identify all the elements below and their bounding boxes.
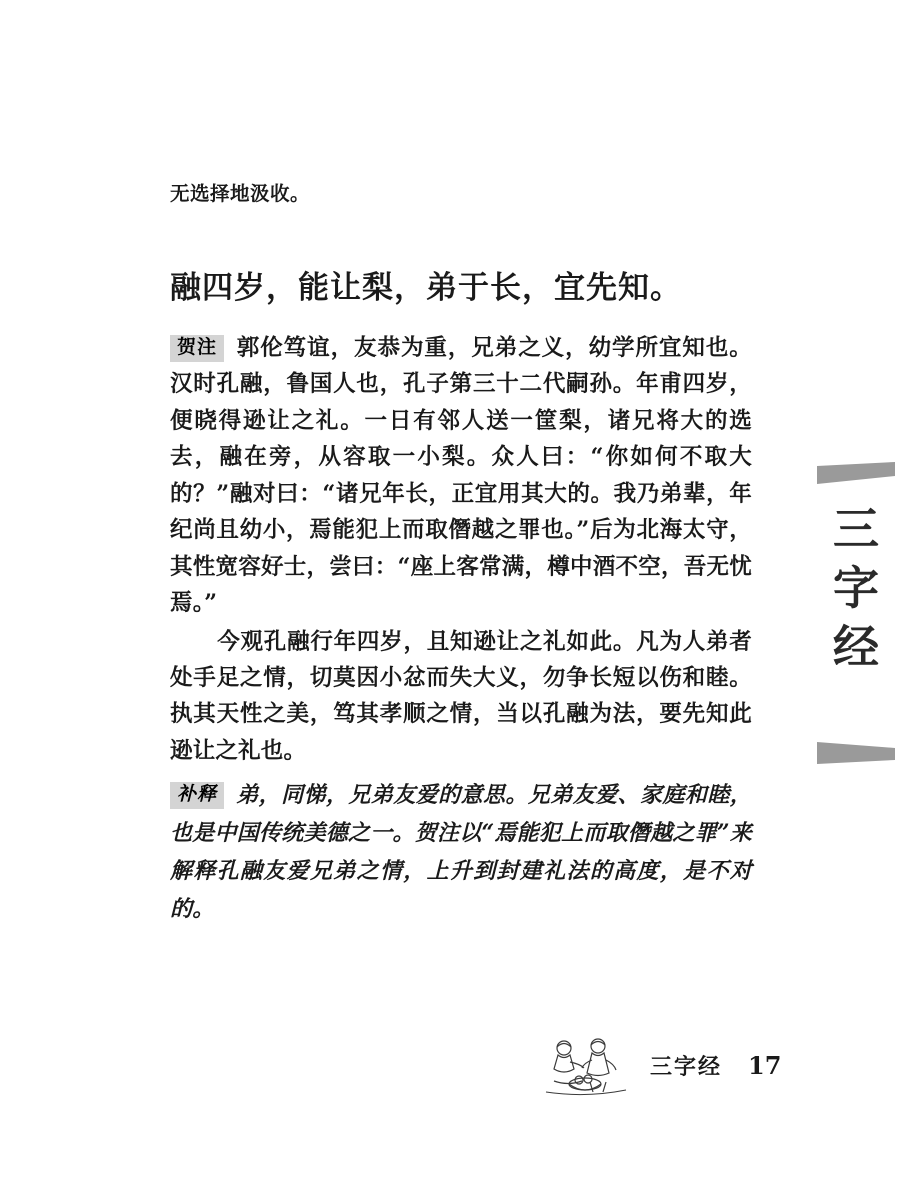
continuation-paragraph: 无选择地汲收。 xyxy=(170,182,311,205)
annotation-paragraph-1 xyxy=(170,330,752,622)
supplement-text: 弟，同悌，兄弟友爱的意思。兄弟友爱、家庭和睦，也是中国传统美德之一。贺注以“焉能犯上而取僭越之罪”来解释孔融友爱兄弟之情，上升到封建礼法的高度，是不对的。 xyxy=(170,782,752,922)
annotation-tag-hezhu: 贺注 xyxy=(170,335,224,362)
verse-heading: 融四岁，能让梨，弟于长，宜先知。 xyxy=(170,270,682,306)
children-illustration-icon xyxy=(540,1034,632,1096)
annotation-tag-bushi: 补释 xyxy=(170,782,224,809)
annotation-text-1: 郭伦笃谊，友恭为重，兄弟之义，幼学所宜知也。汉时孔融，鲁国人也，孔子第三十二代嗣孙。年甫四岁，便晓得逊让之礼。一日有邻人送一筐梨，诸兄将大的选去，融在旁，从容取一小梨。众人曰：“你如何不取大的？”融对曰：“诸兄年长，正宜用其大的。我乃弟辈，年纪尚且幼小，焉能犯上而取僭越之罪也。”后为北海太守，其性宽容好士，尝曰：“座上客常满，樽中酒不空，吾无忧焉。” xyxy=(170,335,752,617)
side-ornament-bottom-icon xyxy=(817,742,895,764)
vertical-title-char-1: 三 xyxy=(833,502,879,556)
supplement-paragraph xyxy=(170,777,752,928)
annotation-paragraph-2: 今观孔融行年四岁，且知逊让之礼如此。凡为人弟者处手足之情，切莫因小忿而失大义，勿争长短以伤和睦。执其天性之美，笃其孝顺之情，当以孔融为法，要先知此逊让之礼也。 xyxy=(170,628,752,764)
page-footer xyxy=(540,1030,860,1100)
vertical-title-char-2: 字 xyxy=(833,560,879,615)
side-ornament-top-icon xyxy=(817,462,895,484)
vertical-title-char-3: 经 xyxy=(833,619,879,674)
page-number: 17 xyxy=(748,1050,782,1080)
body-text-block xyxy=(170,330,752,929)
vertical-book-title xyxy=(821,500,891,677)
footer-book-title: 三字经 xyxy=(650,1053,723,1080)
